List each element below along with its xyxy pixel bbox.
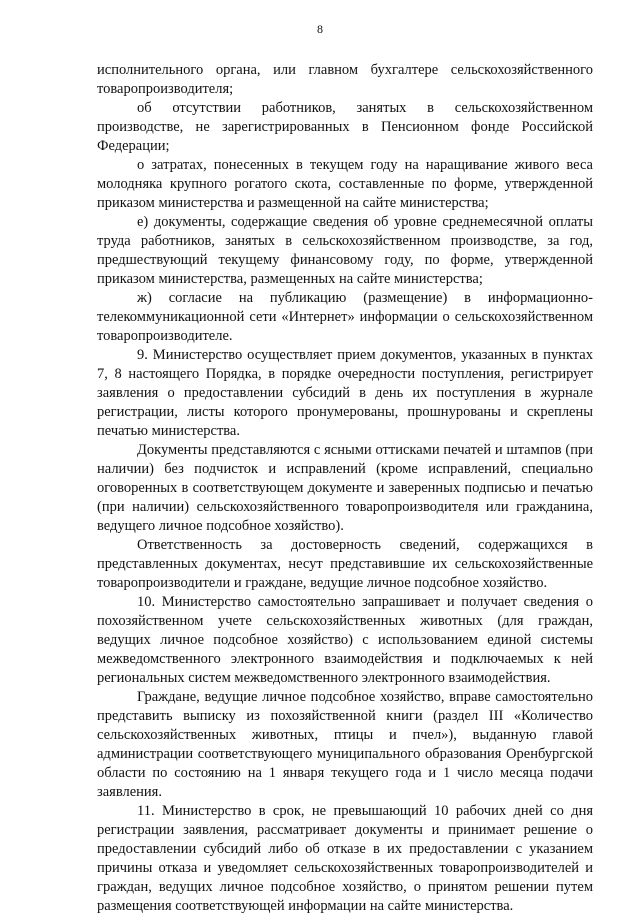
paragraph-continuation: исполнительного органа, или главном бухгалтере сельскохозяйственного товаропроизводителя; bbox=[97, 62, 593, 97]
paragraph-citizens-extract: Граждане, ведущие личное подсобное хозяйство, вправе самостоятельно представить выписку из похозяйственной книги (раздел III «Количество сельскохозяйственных животных, птицы и пчел»), выданную главой администрации соответствующего муниципального образования Оренбургской области по состоянию на 1 января текущего года и 1 число месяца подачи заявления. bbox=[97, 689, 593, 800]
paragraph-no-unregistered-workers: об отсутствии работников, занятых в сельскохозяйственном производстве, не зарегистрированных в Пенсионном фонде Российской Федерации; bbox=[97, 100, 593, 154]
paragraph-clause-10: 10. Министерство самостоятельно запрашивает и получает сведения о похозяйственном учете сельскохозяйственных животных (для граждан, ведущих личное подсобное хозяйство) с использованием единой системы межведомственного электронного взаимодействия и подключаемых к ней региональных систем межведомственного электронного взаимодействия. bbox=[97, 594, 593, 686]
paragraph-item-zh: ж) согласие на публикацию (размещение) в информационно-телекоммуникационной сети «Интернет» информации о сельскохозяйственном товаропроизводителе. bbox=[97, 290, 593, 344]
paragraph-item-e: е) документы, содержащие сведения об уровне среднемесячной оплаты труда работников, занятых в сельскохозяйственном производстве, за год, предшествующий текущему финансовому году, по форме, утвержденной приказом министерства, размещенных на сайте министерства; bbox=[97, 214, 593, 287]
paragraph-responsibility: Ответственность за достоверность сведений, содержащихся в представленных документах, несут представившие их сельскохозяйственные товаропроизводители и граждане, ведущие личное подсобное хозяйство. bbox=[97, 537, 593, 591]
page-number: 8 bbox=[317, 22, 323, 36]
paragraph-documents-requirements: Документы представляются с ясными оттисками печатей и штампов (при наличии) без подчисток и исправлений (кроме исправлений, специально оговоренных в соответствующем документе и заверенных подписью и печатью (при наличии) сельскохозяйственного товаропроизводителя или гражданина, ведущего личное подсобное хозяйство). bbox=[97, 442, 593, 534]
paragraph-clause-11: 11. Министерство в срок, не превышающий 10 рабочих дней со дня регистрации заявления, рассматривает документы и принимает решение о предоставлении субсидий либо об отказе в их предоставлении с указанием причины отказа и уведомляет сельскохозяйственных товаропроизводителей и граждан, ведущих личное подсобное хозяйство, о принятом решении путем размещения соответствующей информации на сайте министерства. bbox=[97, 803, 593, 914]
document-body bbox=[97, 61, 593, 916]
paragraph-weight-gain-costs: о затратах, понесенных в текущем году на наращивание живого веса молодняка крупного рогатого скота, составленные по форме, утвержденной приказом министерства и размещенной на сайте министерства; bbox=[97, 157, 593, 211]
paragraph-clause-9: 9. Министерство осуществляет прием документов, указанных в пунктах 7, 8 настоящего Порядка, в порядке очередности поступления, регистрирует заявления о предоставлении субсидий в день их поступления в журнале регистрации, листы которого пронумерованы, прошнурованы и скреплены печатью министерства. bbox=[97, 347, 593, 439]
